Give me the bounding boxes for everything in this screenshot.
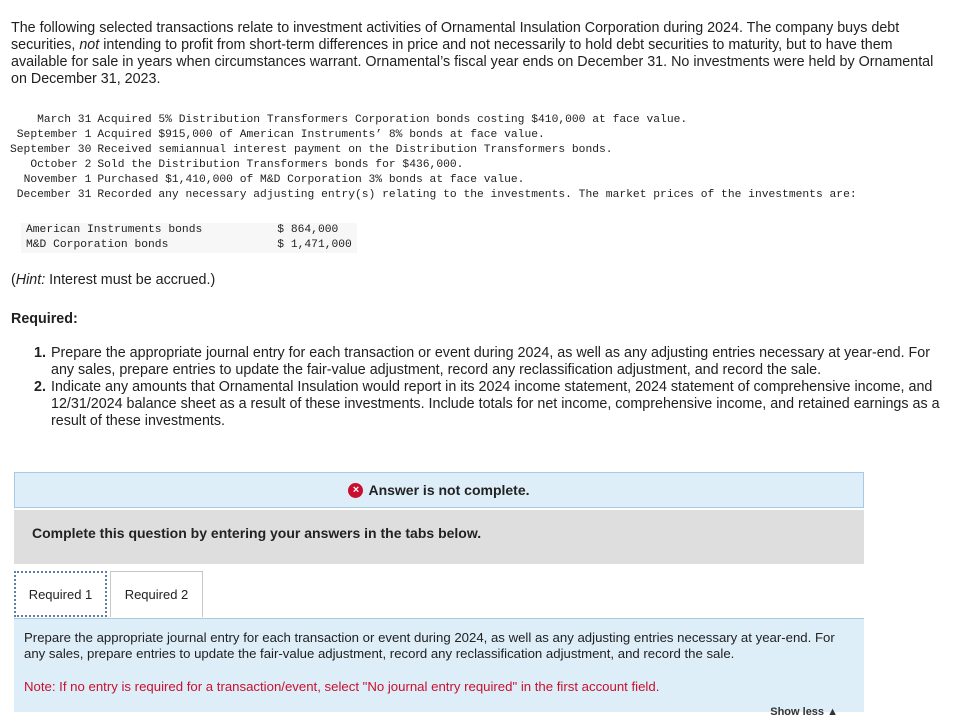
transaction-text: Recorded any necessary adjusting entry(s) relating to the investments. The market prices of the investments are: <box>97 189 857 201</box>
transaction-text: Acquired $915,000 of American Instruments’ 8% bonds at face value. <box>97 129 545 141</box>
transactions-table <box>10 113 857 203</box>
transaction-row <box>10 143 857 158</box>
transaction-row <box>10 128 857 143</box>
required-heading: Required: <box>11 311 78 327</box>
market-prices-table <box>21 223 357 253</box>
problem-intro <box>11 20 946 88</box>
transaction-date: October 2 <box>30 159 92 171</box>
transaction-text: Acquired 5% Distribution Transformers Corporation bonds costing $410,000 at face value. <box>97 114 688 126</box>
intro-emphasis: not <box>79 37 100 53</box>
transaction-date: September 1 <box>16 129 92 141</box>
transaction-text: Received semiannual interest payment on the Distribution Transformers bonds. <box>97 144 613 156</box>
transaction-text: Sold the Distribution Transformers bonds for $436,000. <box>97 159 464 171</box>
market-price-row <box>21 238 357 253</box>
transaction-text: Purchased $1,410,000 of M&D Corporation 3% bonds at face value. <box>97 174 525 186</box>
complete-prompt-bar <box>14 510 864 564</box>
instructions-note: Note: If no entry is required for a transaction/event, select "No journal entry required" in the first account field. <box>24 679 660 694</box>
investment-name: M&D Corporation bonds <box>26 239 169 251</box>
transaction-date: March 31 <box>37 114 92 126</box>
tab-required-2[interactable]: Required 2 <box>110 571 203 617</box>
transaction-date: December 31 <box>16 189 92 201</box>
tab-required-1[interactable]: Required 1 <box>14 571 107 617</box>
hint-text <box>11 272 215 288</box>
requirement-number: 2. <box>34 379 46 395</box>
transaction-date: September 30 <box>10 144 92 156</box>
market-price-row <box>21 223 357 238</box>
instructions-panel <box>14 618 864 718</box>
answer-status-banner <box>14 472 864 508</box>
investment-value: $ 1,471,000 <box>277 239 352 251</box>
transaction-row <box>10 188 857 203</box>
hint-body: Interest must be accrued.) <box>45 272 216 288</box>
transaction-date: November 1 <box>23 174 92 186</box>
requirements-list <box>34 345 941 430</box>
requirement-text: Prepare the appropriate journal entry for each transaction or event during 2024, as well as any adjusting entries necessary at year-end. For any sales, prepare entries to update the fair-value adjustment, record any reclassification adjustment, and record the sale. <box>51 345 930 378</box>
intro-text-1: The following selected transactions relate to investment activities of Ornamental Insulation Corporation during 2024. The company buys debt securities, <box>11 20 900 53</box>
requirement-item <box>34 379 941 430</box>
transaction-row <box>10 158 857 173</box>
requirement-item <box>34 345 941 379</box>
transaction-row <box>10 173 857 188</box>
hint-label: Hint: <box>15 272 46 288</box>
investment-name: American Instruments bonds <box>26 224 203 236</box>
intro-text-2: intending to profit from short-term differences in price and not necessarily to hold debt securities to maturity, but to have them available for sale in years when circumstances warrant. Ornamental’s fiscal year ends on December 31. No investments were held by Ornamental on December 31, 2023. <box>11 37 934 87</box>
answer-status-text: Answer is not complete. <box>368 482 530 498</box>
hint-paren: ( <box>11 272 16 288</box>
investment-value: $ 864,000 <box>277 224 339 236</box>
transaction-row <box>10 113 857 128</box>
show-less-link[interactable]: Show less ▲ <box>770 706 838 718</box>
requirement-number: 1. <box>34 345 46 361</box>
complete-prompt-text: Complete this question by entering your answers in the tabs below. <box>32 525 482 541</box>
error-x-icon: × <box>348 483 363 498</box>
instructions-text: Prepare the appropriate journal entry for each transaction or event during 2024, as well as any adjusting entries necessary at year-end. For any sales, prepare entries to update the fair-value adjustment, record any reclassification adjustment, and record the sale. <box>24 630 835 661</box>
requirement-text: Indicate any amounts that Ornamental Insulation would report in its 2024 income statement, 2024 statement of comprehensive income, and 12/31/2024 balance sheet as a result of these investments. Include totals for net income, comprehensive income, and retained earnings as a result of these investments. <box>51 379 940 429</box>
